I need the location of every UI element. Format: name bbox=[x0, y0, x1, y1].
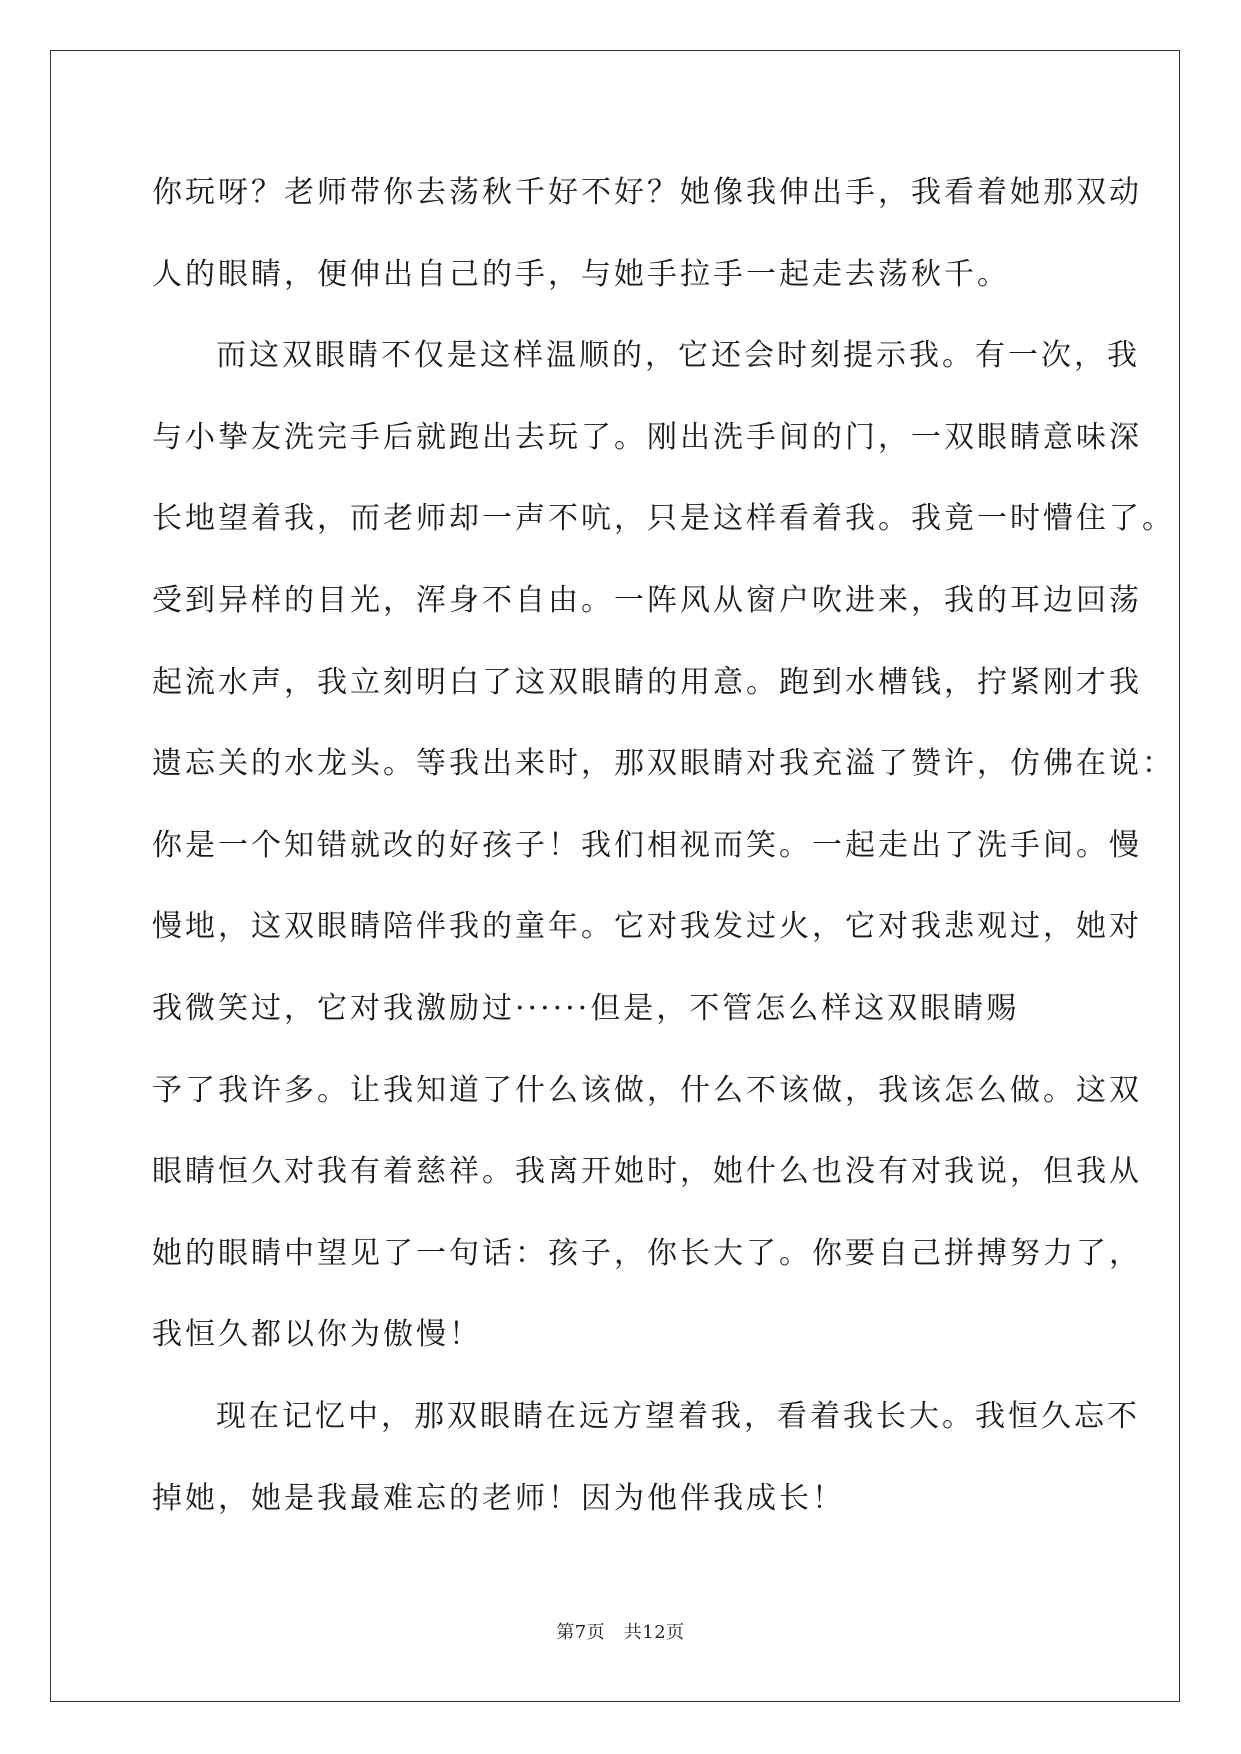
text-line: 她的眼睛中望见了一句话：孩子，你长大了。你要自己拼搏努力了， bbox=[152, 1235, 1142, 1271]
document-body bbox=[152, 152, 1175, 1539]
text-line: 我恒久都以你为傲慢！ bbox=[152, 1317, 482, 1353]
text-line: 予了我许多。让我知道了什么该做，什么不该做，我该怎么做。这双 bbox=[152, 1072, 1142, 1108]
text-line: 掉她，她是我最难忘的老师！因为他伴我成长！ bbox=[152, 1480, 845, 1516]
text-line: 长地望着我，而老师却一声不吭，只是这样看着我。我竟一时懵住了。 bbox=[152, 501, 1175, 537]
paragraph-start-line: 而这双眼睛不仅是这样温顺的，它还会时刻提示我。有一次，我 bbox=[216, 338, 1140, 374]
text-line: 眼睛恒久对我有着慈祥。我离开她时，她什么也没有对我说，但我从 bbox=[152, 1154, 1142, 1190]
text-line: 受到异样的目光，浑身不自由。一阵风从窗户吹进来，我的耳边回荡 bbox=[152, 582, 1142, 618]
text-line: 你玩呀？老师带你去荡秋千好不好？她像我伸出手，我看着她那双动 bbox=[152, 175, 1142, 210]
text-line: 我微笑过，它对我激励过······但是，不管怎么样这双眼睛赐 bbox=[152, 990, 1020, 1026]
paragraph-start-line: 现在记忆中，那双眼睛在远方望着我，看着我长大。我恒久忘不 bbox=[216, 1398, 1140, 1434]
text-line: 你是一个知错就改的好孩子！我们相视而笑。一起走出了洗手间。慢 bbox=[152, 827, 1142, 863]
page-number-footer: 第7页 共12页 bbox=[556, 1622, 685, 1643]
text-line: 人的眼睛，便伸出自己的手，与她手拉手一起走去荡秋千。 bbox=[152, 256, 1010, 292]
text-line: 慢地，这双眼睛陪伴我的童年。它对我发过火，它对我悲观过，她对 bbox=[152, 909, 1142, 945]
text-line: 遗忘关的水龙头。等我出来时，那双眼睛对我充溢了赞许，仿佛在说： bbox=[152, 746, 1175, 782]
text-line: 与小挚友洗完手后就跑出去玩了。刚出洗手间的门，一双眼睛意味深 bbox=[152, 419, 1142, 455]
text-line: 起流水声，我立刻明白了这双眼睛的用意。跑到水槽钱，拧紧刚才我 bbox=[152, 664, 1142, 700]
